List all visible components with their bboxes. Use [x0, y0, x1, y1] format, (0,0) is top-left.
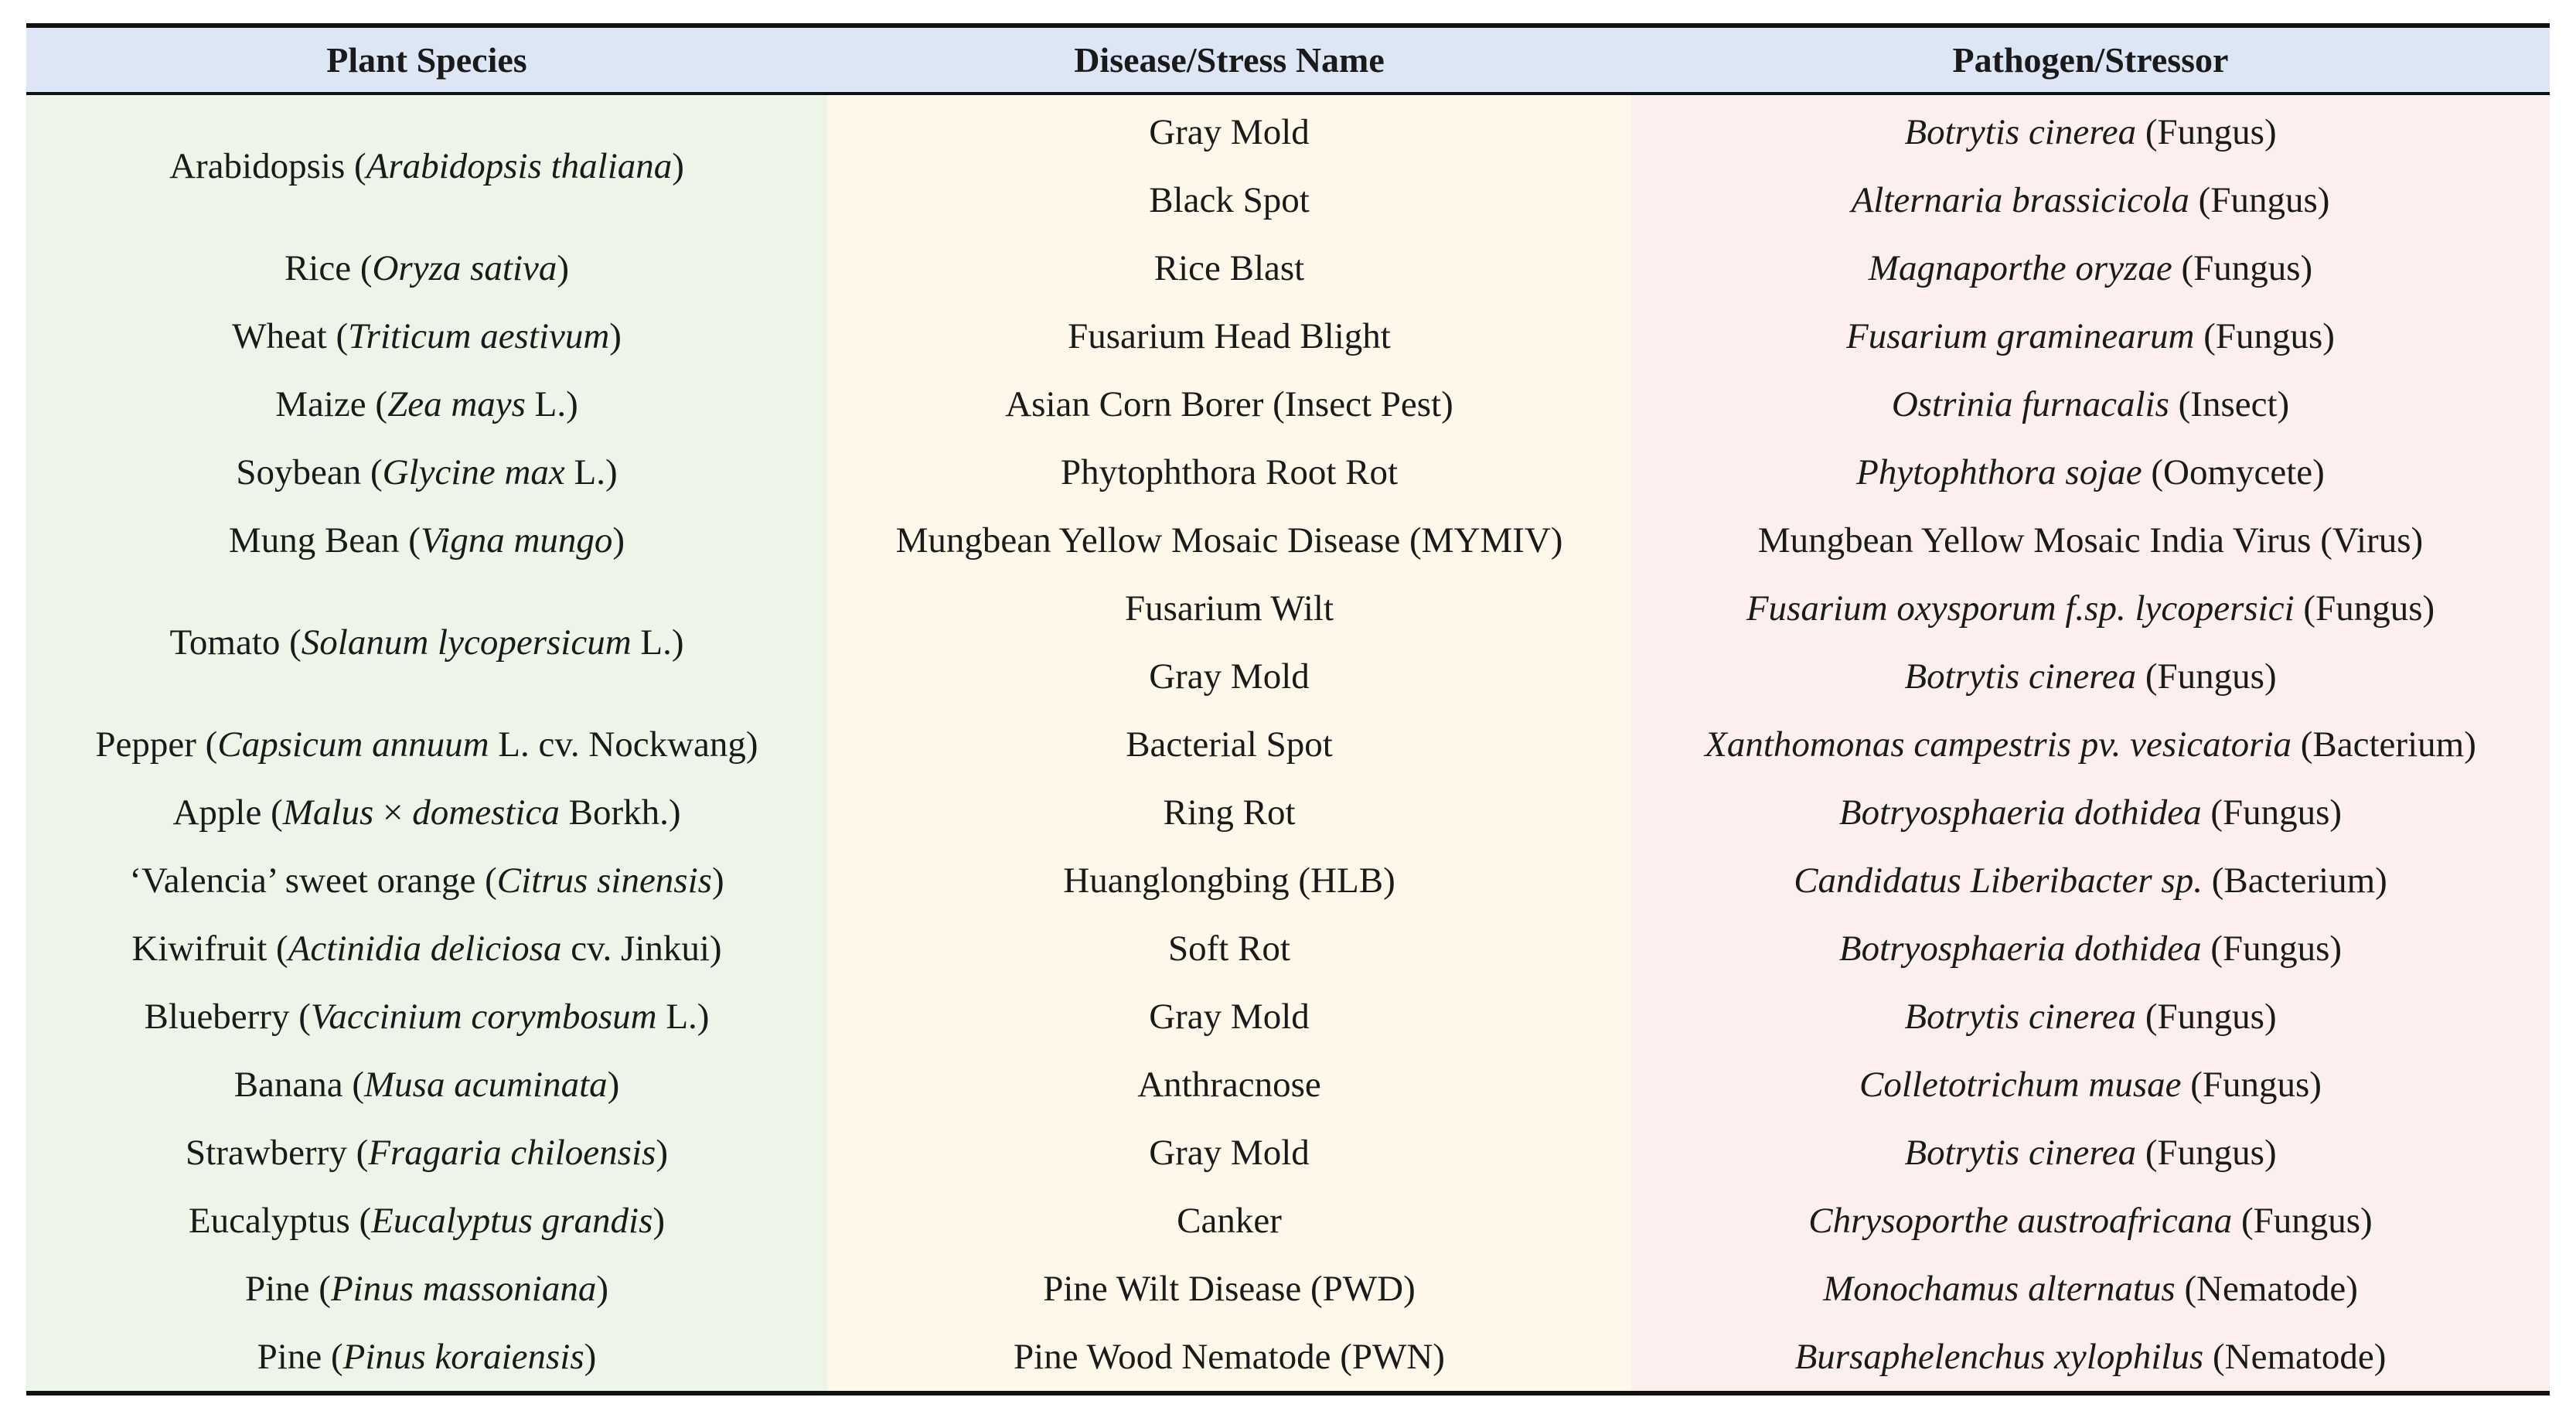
text-segment: (Fungus)	[2172, 248, 2313, 288]
italic-text: Musa acuminata	[364, 1065, 608, 1105]
text-segment: Banana (	[233, 1065, 365, 1105]
text-segment: Pepper (	[95, 724, 218, 765]
text-segment: Blueberry (	[144, 997, 311, 1037]
pathogen-cell	[1631, 94, 2550, 166]
text-segment: (Fungus)	[2136, 997, 2277, 1037]
italic-text: Capsicum annuum	[217, 724, 489, 765]
disease-name-cell: Canker	[827, 1187, 1631, 1255]
italic-text: Chrysoporthe austroafricana	[1808, 1201, 2233, 1241]
italic-text: Monochamus alternatus	[1823, 1269, 2176, 1309]
table-row	[26, 506, 2550, 574]
text-segment: Pine (	[257, 1337, 343, 1377]
text-segment: )	[557, 248, 570, 288]
italic-text: Eucalyptus grandis	[371, 1201, 653, 1241]
text-segment: (Fungus)	[2136, 1133, 2277, 1173]
italic-text: Pinus massoniana	[330, 1269, 597, 1309]
table-row	[26, 1323, 2550, 1393]
table-row	[26, 915, 2550, 983]
text-segment: (Fungus)	[2189, 180, 2330, 220]
plant-species-cell	[26, 506, 827, 574]
plant-species-cell	[26, 234, 827, 302]
italic-text: Fragaria chiloensis	[368, 1133, 656, 1173]
text-segment: L. cv. Nockwang)	[489, 724, 758, 765]
text-segment: Eucalyptus (	[188, 1201, 372, 1241]
italic-text: Candidatus Liberibacter sp.	[1794, 860, 2203, 901]
italic-text: Botrytis cinerea	[1904, 112, 2137, 152]
text-segment: (Fungus)	[2136, 656, 2277, 697]
pathogen-cell	[1631, 847, 2550, 915]
plant-species-cell	[26, 1051, 827, 1119]
text-segment: )	[653, 1201, 666, 1241]
plant-species-cell	[26, 1119, 827, 1187]
disease-name-cell: Mungbean Yellow Mosaic Disease (MYMIV)	[827, 506, 1631, 574]
plant-species-cell	[26, 302, 827, 370]
disease-name-cell: Phytophthora Root Rot	[827, 438, 1631, 506]
italic-text: Zea mays	[387, 384, 526, 424]
table-row	[26, 711, 2550, 779]
italic-text: Bursaphelenchus xylophilus	[1794, 1337, 2204, 1377]
italic-text: Botryosphaeria dothidea	[1838, 792, 2202, 833]
text-segment: )	[711, 860, 724, 901]
text-segment: (Insect)	[2169, 384, 2290, 424]
italic-text: Botrytis cinerea	[1904, 1133, 2137, 1173]
italic-text: Oryza sativa	[372, 248, 557, 288]
italic-text: Xanthomonas campestris pv. vesicatoria	[1705, 724, 2292, 765]
table-header	[26, 26, 2550, 94]
pathogen-cell	[1631, 234, 2550, 302]
pathogen-cell	[1631, 1051, 2550, 1119]
table-row	[26, 1051, 2550, 1119]
pathogen-cell	[1631, 1323, 2550, 1393]
text-segment: Rice (	[284, 248, 373, 288]
italic-text: domestica	[412, 792, 560, 833]
plant-species-cell	[26, 1323, 827, 1393]
disease-name-cell: Fusarium Head Blight	[827, 302, 1631, 370]
italic-text: Botrytis cinerea	[1904, 656, 2137, 697]
disease-name-cell: Fusarium Wilt	[827, 574, 1631, 642]
text-segment: ‘Valencia’ sweet orange (	[129, 860, 497, 901]
table-row	[26, 1119, 2550, 1187]
table-row	[26, 847, 2550, 915]
plant-species-cell	[26, 847, 827, 915]
pathogen-cell	[1631, 711, 2550, 779]
text-segment: )	[656, 1133, 668, 1173]
table-row	[26, 1187, 2550, 1255]
disease-name-cell: Gray Mold	[827, 642, 1631, 711]
pathogen-cell	[1631, 1119, 2550, 1187]
italic-text: Fusarium graminearum	[1846, 316, 2195, 356]
text-segment: Wheat (	[232, 316, 349, 356]
italic-text: Triticum aestivum	[348, 316, 610, 356]
pathogen-cell	[1631, 642, 2550, 711]
disease-name-cell: Huanglongbing (HLB)	[827, 847, 1631, 915]
disease-name-cell: Asian Corn Borer (Insect Pest)	[827, 370, 1631, 438]
pathogen-cell	[1631, 302, 2550, 370]
header-row	[26, 26, 2550, 94]
table-row	[26, 1255, 2550, 1323]
italic-text: Fusarium oxysporum f.sp. lycopersici	[1746, 588, 2295, 629]
plant-species-cell	[26, 370, 827, 438]
plant-species-cell	[26, 915, 827, 983]
italic-text: Malus	[282, 792, 374, 833]
pathogen-cell	[1631, 506, 2550, 574]
pathogen-cell	[1631, 983, 2550, 1051]
italic-text: Vigna mungo	[420, 520, 613, 561]
pathogen-cell	[1631, 574, 2550, 642]
italic-text: Phytophthora sojae	[1856, 452, 2142, 492]
italic-text: Magnaporthe oryzae	[1868, 248, 2172, 288]
italic-text: Glycine max	[382, 452, 565, 492]
text-segment: (Nematode)	[2175, 1269, 2358, 1309]
italic-text: Botrytis cinerea	[1904, 997, 2137, 1037]
disease-name-cell: Gray Mold	[827, 94, 1631, 166]
text-segment: Borkh.)	[559, 792, 681, 833]
text-segment: Maize (	[275, 384, 388, 424]
disease-name-cell: Pine Wilt Disease (PWD)	[827, 1255, 1631, 1323]
plant-species-cell	[26, 574, 827, 711]
text-segment: L.)	[564, 452, 618, 492]
text-segment: )	[609, 316, 622, 356]
italic-text: Actinidia deliciosa	[288, 929, 562, 969]
table-body	[26, 94, 2550, 1393]
text-segment: Mung Bean (	[228, 520, 421, 561]
disease-name-cell: Rice Blast	[827, 234, 1631, 302]
pathogen-cell	[1631, 1187, 2550, 1255]
pathogen-cell	[1631, 438, 2550, 506]
disease-name-cell: Black Spot	[827, 166, 1631, 234]
italic-text: Solanum lycopersicum	[301, 622, 632, 663]
text-segment: (Bacterium)	[2202, 860, 2387, 901]
text-segment: (Fungus)	[2181, 1065, 2322, 1105]
italic-text: Vaccinium corymbosum	[310, 997, 657, 1037]
table-container	[26, 23, 2550, 1395]
text-segment: L.)	[525, 384, 578, 424]
table-row	[26, 983, 2550, 1051]
text-segment: )	[596, 1269, 608, 1309]
table-row	[26, 574, 2550, 642]
text-segment: )	[672, 146, 684, 186]
pathogen-cell	[1631, 779, 2550, 847]
text-segment: ×	[373, 792, 413, 833]
plant-species-cell	[26, 779, 827, 847]
table-row	[26, 94, 2550, 166]
italic-text: Citrus sinensis	[496, 860, 712, 901]
italic-text: Arabidopsis thaliana	[366, 146, 673, 186]
disease-name-cell: Anthracnose	[827, 1051, 1631, 1119]
text-segment: Apple (	[172, 792, 283, 833]
table-row	[26, 779, 2550, 847]
plant-species-cell	[26, 438, 827, 506]
text-segment: (Oomycete)	[2142, 452, 2325, 492]
pathogen-cell	[1631, 1255, 2550, 1323]
italic-text: Alternaria brassicicola	[1851, 180, 2189, 220]
italic-text: Colletotrichum musae	[1859, 1065, 2182, 1105]
plant-species-cell	[26, 94, 827, 234]
text-segment: (Fungus)	[2201, 929, 2343, 969]
header-pathogen-stressor: Pathogen/Stressor	[1631, 26, 2550, 94]
text-segment: )	[612, 520, 625, 561]
text-segment: )	[584, 1337, 597, 1377]
disease-name-cell: Soft Rot	[827, 915, 1631, 983]
text-segment: (Fungus)	[2232, 1201, 2373, 1241]
text-segment: Pine (	[244, 1269, 331, 1309]
italic-text: Botryosphaeria dothidea	[1838, 929, 2202, 969]
table-row	[26, 234, 2550, 302]
plant-species-cell	[26, 1255, 827, 1323]
italic-text: Ostrinia furnacalis	[1891, 384, 2169, 424]
disease-name-cell: Gray Mold	[827, 1119, 1631, 1187]
text-segment: (Bacterium)	[2291, 724, 2476, 765]
text-segment: Strawberry (	[186, 1133, 369, 1173]
table-row	[26, 438, 2550, 506]
plant-species-cell	[26, 1187, 827, 1255]
text-segment: Soybean (	[236, 452, 383, 492]
text-segment: (Nematode)	[2203, 1337, 2387, 1377]
italic-text: Pinus koraiensis	[342, 1337, 584, 1377]
plant-species-cell	[26, 983, 827, 1051]
disease-name-cell: Ring Rot	[827, 779, 1631, 847]
plant-species-cell	[26, 711, 827, 779]
table-row	[26, 302, 2550, 370]
disease-name-cell: Pine Wood Nematode (PWN)	[827, 1323, 1631, 1393]
text-segment: )	[607, 1065, 620, 1105]
text-segment: (Fungus)	[2136, 112, 2277, 152]
text-segment: cv. Jinkui)	[561, 929, 722, 969]
pathogen-cell	[1631, 370, 2550, 438]
text-segment: (Fungus)	[2294, 588, 2435, 629]
disease-name-cell: Bacterial Spot	[827, 711, 1631, 779]
plant-disease-table	[26, 23, 2550, 1395]
header-disease-stress-name: Disease/Stress Name	[827, 26, 1631, 94]
table-row	[26, 370, 2550, 438]
text-segment: (Fungus)	[2194, 316, 2335, 356]
text-segment: L.)	[656, 997, 710, 1037]
header-plant-species: Plant Species	[26, 26, 827, 94]
pathogen-cell	[1631, 915, 2550, 983]
text-segment: L.)	[631, 622, 684, 663]
disease-name-cell: Gray Mold	[827, 983, 1631, 1051]
text-segment: Mungbean Yellow Mosaic India Virus (Virus)	[1757, 520, 2424, 561]
pathogen-cell	[1631, 166, 2550, 234]
text-segment: Kiwifruit (	[131, 929, 288, 969]
text-segment: Arabidopsis (	[169, 146, 366, 186]
text-segment: Tomato (	[169, 622, 302, 663]
text-segment: (Fungus)	[2201, 792, 2343, 833]
